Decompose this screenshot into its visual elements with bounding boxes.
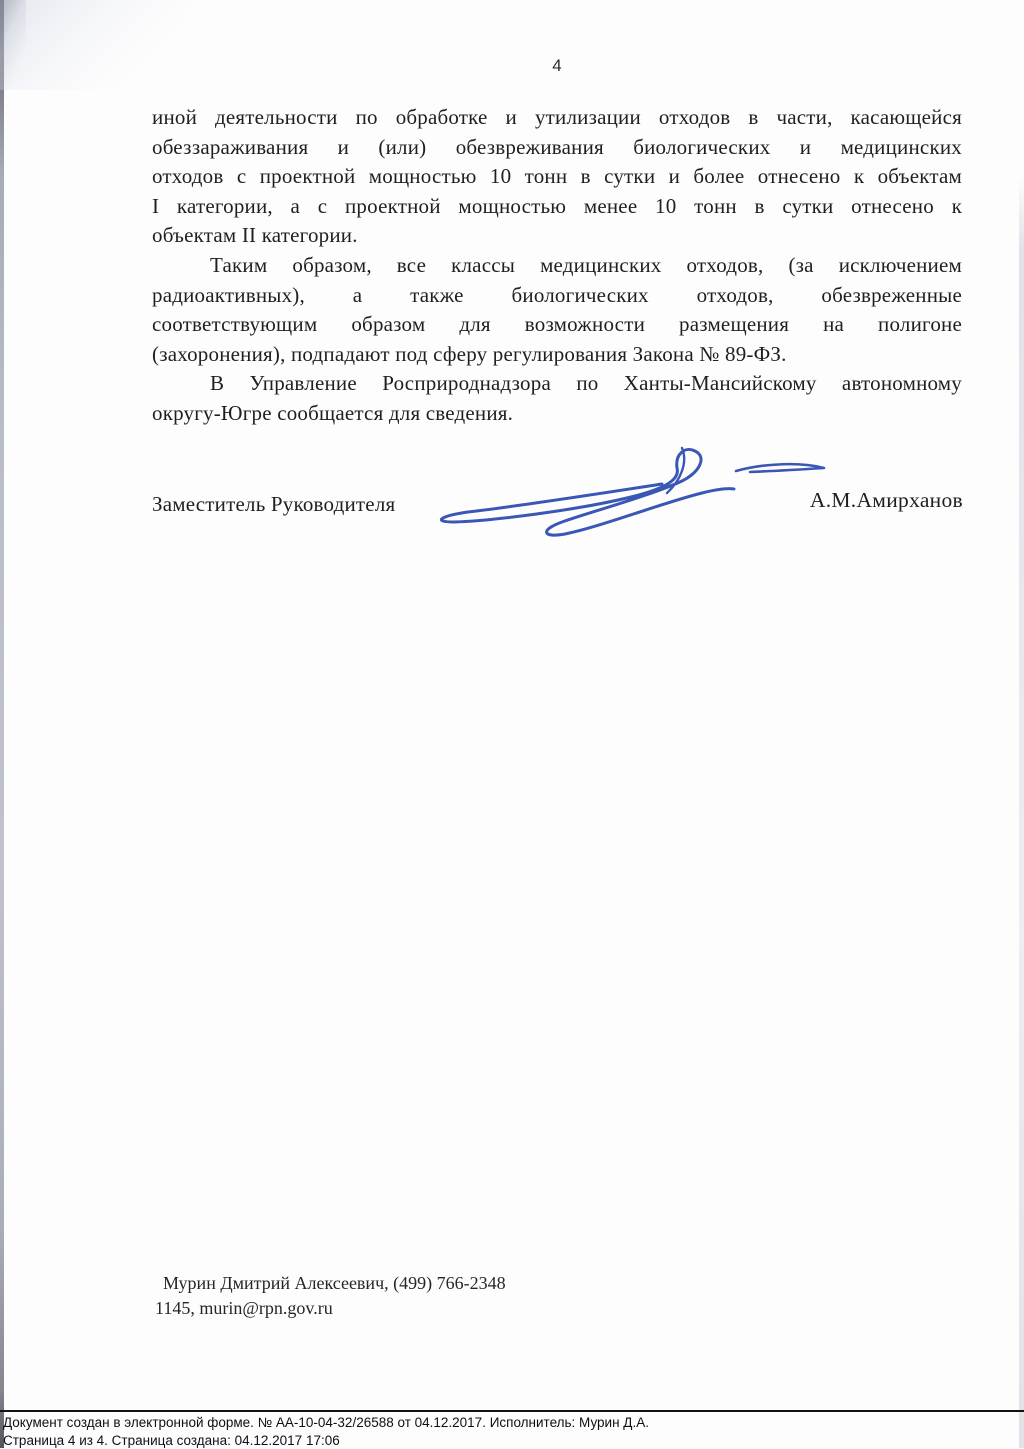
signature-ink-strokes: [441, 448, 824, 535]
body-line: Таким образом, все классы медицинских отходов, (за исключением: [152, 251, 962, 281]
executor-contact-line2: 1145, murin@rpn.gov.ru: [155, 1296, 506, 1321]
signer-name: А.М.Амирханов: [810, 488, 963, 513]
body-line: соответствующим образом для возможности размещения на полигоне: [152, 310, 962, 340]
body-line: (захоронения), подпадают под сферу регулирования Закона № 89-ФЗ.: [152, 340, 962, 370]
body-line: радиоактивных), а также биологических отходов, обезвреженные: [152, 281, 962, 311]
footer-divider: [0, 1410, 1024, 1412]
body-line: иной деятельности по обработке и утилизации отходов в части, касающейся: [152, 103, 962, 133]
body-line: обеззараживания и (или) обезвреживания биологических и медицинских: [152, 133, 962, 163]
body-line: округу-Югре сообщается для сведения.: [152, 399, 962, 429]
body-line: объектам II категории.: [152, 221, 962, 251]
stamp-line2: Страница 4 из 4. Страница создана: 04.12.2017 17:06: [3, 1432, 1024, 1449]
body-line: I категории, а с проектной мощностью менее 10 тонн в сутки отнесено к: [152, 192, 962, 222]
electronic-form-stamp: [3, 1414, 1024, 1449]
scan-left-edge-shadow: [0, 0, 4, 1448]
body-line: отходов с проектной мощностью 10 тонн в сутки и более отнесено к объектам: [152, 162, 962, 192]
page-number: 4: [152, 56, 962, 76]
stamp-line1: Документ создан в электронной форме. № АА-10-04-32/26588 от 04.12.2017. Исполнитель: Мурин Д.А.: [3, 1414, 1024, 1432]
scan-right-edge-shadow: [1019, 175, 1024, 1448]
executor-contact: [155, 1271, 506, 1321]
executor-contact-line1: Мурин Дмитрий Алексеевич, (499) 766-2348: [155, 1271, 506, 1296]
body-line: В Управление Росприроднадзора по Ханты-Мансийскому автономному: [152, 369, 962, 399]
signer-title: Заместитель Руководителя: [152, 492, 395, 517]
scan-corner-wash: [0, 0, 190, 90]
document-body: [152, 103, 962, 429]
handwritten-signature: [430, 440, 840, 545]
